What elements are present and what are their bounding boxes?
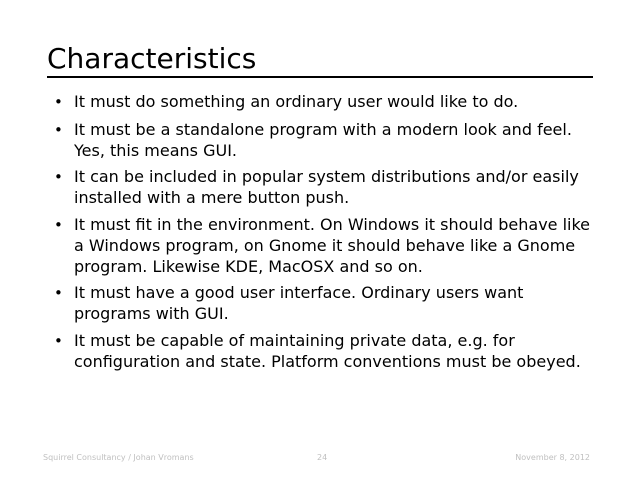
footer-date: November 8, 2012 (515, 453, 590, 462)
bullet-item (54, 120, 594, 162)
bullet-text: It must be capable of maintaining private data, e.g. for configuration and state. Platform conventions must be obeyed. (74, 330, 581, 371)
bullet-item (54, 92, 594, 113)
bullet-text: It can be included in popular system distributions and/or easily installed with a mere button push. (74, 167, 579, 208)
bullet-icon: • (54, 168, 63, 187)
title-underline-rule (47, 76, 593, 78)
footer-page-number: 24 (317, 453, 328, 462)
slide-title: Characteristics (47, 42, 257, 75)
bullet-item (54, 215, 594, 277)
bullet-list (54, 92, 594, 380)
bullet-text: It must fit in the environment. On Windows it should behave like a Windows program, on Gnome it should behave like a Gnome program. Likewise KDE, MacOSX and so on. (74, 214, 591, 276)
bullet-icon: • (54, 284, 63, 303)
bullet-icon: • (54, 215, 63, 234)
bullet-item (54, 331, 594, 373)
bullet-icon: • (54, 120, 63, 139)
bullet-icon: • (54, 331, 63, 350)
footer-author: Squirrel Consultancy / Johan Vromans (43, 453, 194, 462)
bullet-text: It must do something an ordinary user would like to do. (74, 92, 519, 111)
bullet-item (54, 167, 594, 209)
bullet-text: It must be a standalone program with a modern look and feel. Yes, this means GUI. (74, 119, 572, 160)
bullet-item (54, 283, 594, 325)
bullet-icon: • (54, 93, 63, 111)
bullet-text: It must have a good user interface. Ordinary users want programs with GUI. (74, 283, 524, 324)
